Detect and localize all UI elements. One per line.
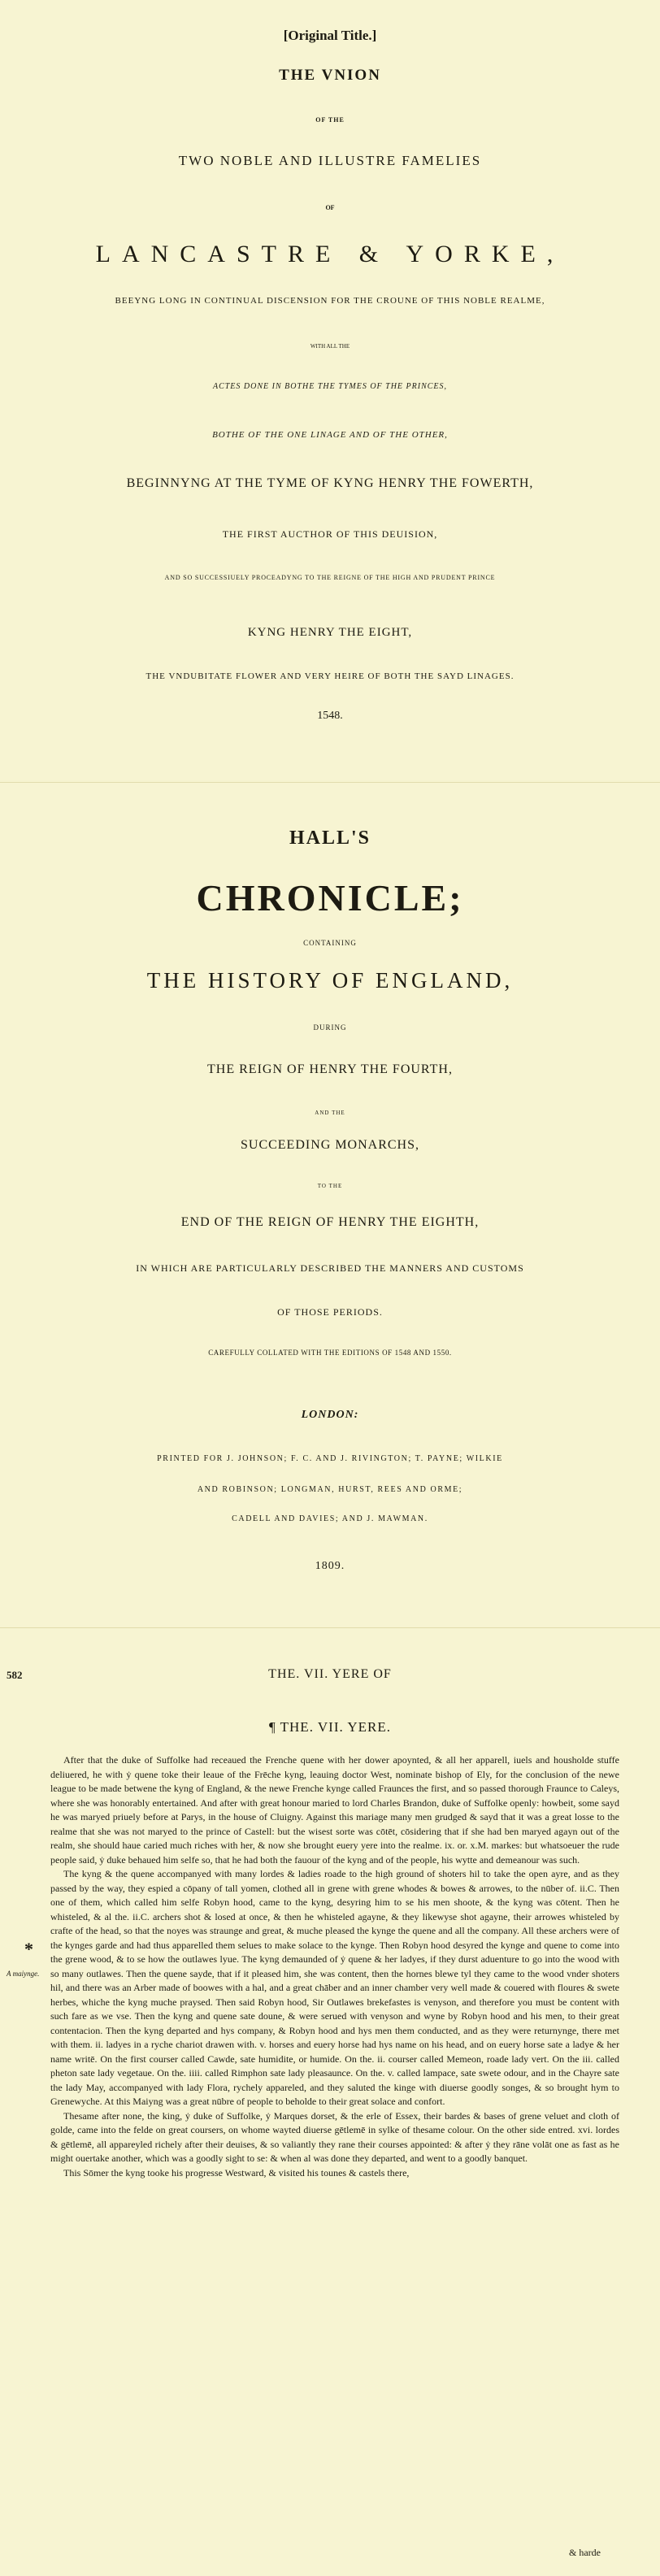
catchword: & harde [569,2547,601,2558]
title-line-lancastre-yorke: LANCASTRE & YORKE, [95,241,565,267]
edition-chronicle: CHRONICLE; [196,877,464,919]
edition-title-page [0,782,660,1627]
edition-and-the: AND THE [315,1110,345,1116]
title-line-vndubitate: THE VNDUBITATE FLOWER AND VERY HEIRE OF BOTH THE SAYD LINAGES. [145,671,515,681]
paragraph: This Sōmer the kyng tooke his progresse Westward, & visited his tounes & castels there, [63,2166,410,2179]
title-line-first-aucthor: THE FIRST AUCTHOR OF THIS DEUISION, [222,528,438,540]
title-line-of-the: OF THE [315,116,345,124]
edition-printers-line2: AND ROBINSON; LONGMAN, HURST, REES AND ORME; [197,1485,463,1494]
page-number: 582 [7,1669,23,1681]
paragraph: The kyng & the quene accompanyed with many lordes & ladies roade to the high ground of shoters hil to take the open ayre, and as they passed by the way, they espied a cōpany of tall yomen, clothed all in grene with grene whodes & bowes & arrowes, to the nūber of. ii.C. Then one of them, which called him selfe Robyn hood, came to the kyng, desyring him to se his men shoote, & the kyng was cōtent. Then he whisteled, & al the. ii.C. archers shot & losed at once, & then he whisteled agayne, & they likewyse shot agayne, their arrowes whisteled by crafte of the head, so that the noyes was straunge and great, & muche pleased the kynge the quene and all the company. All these archers were of the kynges garde and had thus apparelled them selues to make solace to the kynge. Then Robyn hood desyred the kynge and quene to come into the grene wood, & to se how the outlawes lyue. The kyng demaunded of ẏ quene & her ladyes, if they durst aduenture to go into the wood with so many outlawes. Then the quene sayde, that if it pleased him, she was content, then the hornes blewe tyl they came to the wood vnder shoters hil, and there was an Arber made of boowes with a hal, and a great chāber and an inner chamber very well made & couered with floures & swete herbes, whiche the kyng muche praysed. Then said Robyn hood, Sir Outlawes brekefastes is venyson, and therefore you must be content with such fare as we vse. Then the kyng and quene sate doune, & were serued with venyson and wyne by Robyn hood and his men, to their great contentacion. Then the kyng departed and hys company, & Robyn hood and hys men them conducted, and as they were returnynge, there met with them. ii. ladyes in a ryche chariot drawen with. v. horses and euery horse had hys name on his head, and on euery horse sate a ladye & her name writē. On the first courser called Cawde, sate humidite, or humide. On the. ii. courser called Memeon, roade lady vert. On the iii. called pheton sate lady vegetaue. On the. iiii. called Rimphon sate lady pleasaunce. On the. v. called lampace, sate swete odour, and in the Chayre sate the lady May, accompanyed with lady Flora, rychely appareled, and they saluted the kinge with diuerse goodly songes, & so brought hym to Grenewyche. At this Maiyng was a great nūbre of people to beholde to their great solace and confort. [50,1868,619,2107]
title-line-kyng-henry: KYNG HENRY THE EIGHT, [247,626,413,639]
margin-note: A maiynge. [7,1970,40,1978]
section-heading: ¶ THE. VII. YERE. [269,1719,391,1735]
edition-to-the: TO THE [317,1183,343,1189]
paragraph: Thesame after none, the king, ẏ duke of Suffolke, ẏ Marques dorset, & the erle of Essex, their bardes & bases of grene veluet and cloth of golde, came into the felde on great coursers, on whome wayted diuerse gētlemē in sylke of thesame colour. On the other side entred. xvi. lordes & gētlemē, all appareyled richely after their deuises, & so valiantly they rane their courses appointed: & after ẏ they rāne volāt one as fast as he might ouertake another, which was a goodly sight to se: & when al was done they departed, and went to a goodly banquet. [50,2109,619,2164]
title-line-two-noble: TWO NOBLE AND ILLUSTRE FAMELIES [178,153,482,168]
title-line-bothe: BOTHE OF THE ONE LINAGE AND OF THE OTHER, [212,430,448,440]
title-line-successiuely: AND SO SUCCESSIUELY PROCEADYNG TO THE REIGNE OF THE HIGH AND PRUDENT PRINCE [164,574,496,581]
edition-london: LONDON: [301,1409,359,1421]
edition-history: THE HISTORY OF ENGLAND, [146,968,514,993]
edition-succeeding: SUCCEEDING MONARCHS, [240,1138,420,1152]
original-title-page [0,0,660,780]
edition-end-reign: END OF THE REIGN OF HENRY THE EIGHTH, [180,1215,480,1229]
asterisk-marker: * [24,1939,33,1959]
body-text [50,1753,619,2180]
edition-reign: THE REIGN OF HENRY THE FOURTH, [207,1062,453,1076]
title-line-beginnyng: BEGINNYNG AT THE TYME OF KYNG HENRY THE FOWERTH, [126,476,534,490]
edition-halls: HALL'S [289,828,371,849]
title-line-of: OF [325,204,335,211]
title-line-with-all: WITH ALL THE [310,343,350,350]
edition-printers-line3: CADELL AND DAVIES; AND J. MAWMAN. [232,1514,428,1523]
edition-year: 1809. [315,1560,345,1572]
edition-collated: CAREFULLY COLLATED WITH THE EDITIONS OF 1548 AND 1550. [208,1349,452,1357]
title-line-beeyng: BEEYNG LONG IN CONTINUAL DISCENSION FOR THE CROUNE OF THIS NOBLE REALME, [115,296,545,306]
paragraph: After that the duke of Suffolke had receaued the Frenche quene with her dower apoynted, & all her apparell, iuels and housholde stuffe deliuered, he with ẏ quene toke their leaue of the Frēche kyng, leauing doctor West, nominate bishop of Ely, for the conclusion of the newe league to be made betwene the kyng of England, & the newe Frenche kynge called Fraunces the first, and so passed thorough Fraunce to Caleys, where she was honorably entertained. And after with great honour maried to lord Charles Brandon, duke of Suffolke openly: howbeit, some sayd he was maryed priuely before at Parys, in the house of Cluigny. Against this mariage many men grudged & sayd that it was a great losse to the realme that she was not maryed to the prince of Castell: but the wisest sorte was cōtēt, cōsidering that if she had ben maryed agayn out of the realm, she should haue caried much riches with her, & now she brought euery yere into the realme. ix. or. x.M. markes: but whatsoeuer the rude people said, ẏ duke behaued him selfe so, that he had both the fauour of the kyng and of the people, his wytte and demeanour was such. [50,1754,619,1866]
edition-containing: CONTAINING [303,939,357,947]
edition-manners: IN WHICH ARE PARTICULARLY DESCRIBED THE MANNERS AND CUSTOMS [136,1262,524,1274]
edition-printers-line1: PRINTED FOR J. JOHNSON; F. C. AND J. RIVINGTON; T. PAYNE; WILKIE [157,1454,503,1463]
running-head: THE. VII. YERE OF [268,1667,392,1681]
edition-periods: OF THOSE PERIODS. [277,1306,383,1318]
title-year: 1548. [317,710,343,722]
title-line-vnion: THE VNION [279,67,381,84]
title-line-actes: ACTES DONE IN BOTHE THE TYMES OF THE PRINCES, [212,382,448,391]
edition-during: DURING [313,1023,347,1032]
original-title-label: [Original Title.] [283,28,377,43]
text-page [0,1627,660,2576]
